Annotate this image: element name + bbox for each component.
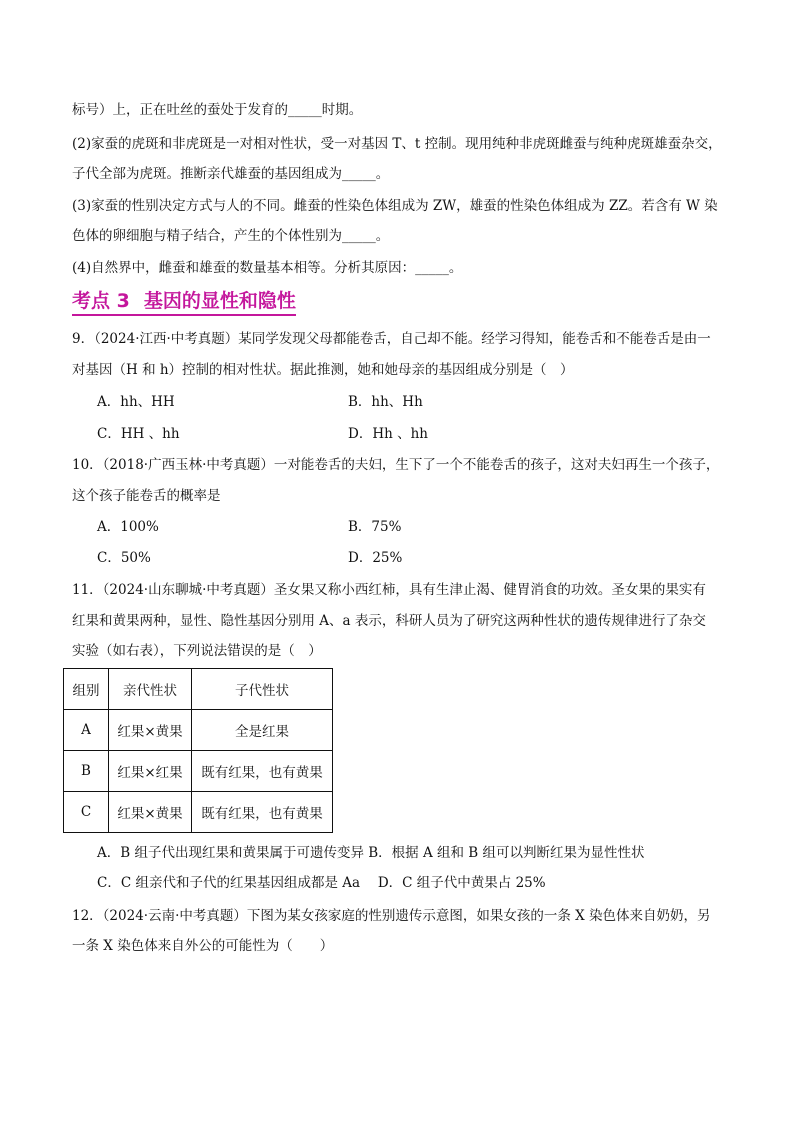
q9-option-c: C．HH 、hh xyxy=(97,426,180,442)
table-cell: 红果×黄果 xyxy=(109,710,192,751)
table-cell: 红果×红果 xyxy=(109,751,192,792)
section-heading xyxy=(72,289,296,316)
q8-text-line: 子代全部为虎斑。推断亲代雄蚕的基因组成为_____。 xyxy=(72,166,390,182)
q10-stem-line: 这个孩子能卷舌的概率是 xyxy=(72,488,221,504)
q9-stem-line: 9．（2024·江西·中考真题）某同学发现父母都能卷舌，自己却不能。经学习得知，能卷舌和不能卷舌是由一 xyxy=(72,331,711,347)
table-cell: 既有红果，也有黄果 xyxy=(192,792,333,833)
q8-text-line: 标号）上，正在吐丝的蚕处于发育的_____时期。 xyxy=(72,102,363,118)
q9-option-b: B．hh、Hh xyxy=(348,394,423,410)
table-header-row xyxy=(64,669,333,710)
q11-stem-line: 实验（如右表），下列说法错误的是（ ） xyxy=(72,643,322,659)
table-header-cell: 亲代性状 xyxy=(109,669,192,710)
table-header-cell: 组别 xyxy=(64,669,109,710)
q10-option-d: D．25% xyxy=(348,550,403,566)
q11-option-line: C．C 组亲代和子代的红果基因组成都是 Aa D．C 组子代中黄果占 25% xyxy=(97,875,546,891)
table-header-cell: 子代性状 xyxy=(192,669,333,710)
q9-stem-line: 对基因（H 和 h）控制的相对性状。据此推测，她和她母亲的基因组成分别是（ ） xyxy=(72,362,574,378)
q8-text-line: 色体的卵细胞与精子结合，产生的个体性别为_____。 xyxy=(72,228,390,244)
q10-option-a: A．100% xyxy=(97,519,159,535)
q11-option-line: A．B 组子代出现红果和黄果属于可遗传变异 B．根据 A 组和 B 组可以判断红果为显性性状 xyxy=(97,845,645,861)
q10-option-b: B．75% xyxy=(348,519,402,535)
q8-text-line: (3)家蚕的性别决定方式与人的不同。雌蚕的性染色体组成为 ZW，雄蚕的性染色体组成为 ZZ。若含有 W 染 xyxy=(72,198,718,214)
table-cell: 红果×黄果 xyxy=(109,792,192,833)
q10-option-c: C．50% xyxy=(97,550,151,566)
section-title: 基因的显性和隐性 xyxy=(143,290,296,312)
table-cell: C xyxy=(64,792,109,833)
table-row xyxy=(64,751,333,792)
section-number: 考点 3 xyxy=(72,290,130,312)
table-row xyxy=(64,792,333,833)
q11-stem-line: 11．（2024·山东聊城·中考真题）圣女果又称小西红柿，具有生津止渴、健胃消食的功效。圣女果的果实有 xyxy=(72,582,706,598)
q8-text-line: (4)自然界中，雌蚕和雄蚕的数量基本相等。分析其原因：_____。 xyxy=(72,260,463,276)
table-cell: A xyxy=(64,710,109,751)
q11-stem-line: 红果和黄果两种，显性、隐性基因分别用 A、a 表示，科研人员为了研究这两种性状的遗传规律进行了杂交 xyxy=(72,613,706,629)
q12-stem-line: 12．（2024·云南·中考真题）下图为某女孩家庭的性别遗传示意图，如果女孩的一条 X 染色体来自奶奶，另 xyxy=(72,908,711,924)
q9-option-a: A．hh、HH xyxy=(97,394,175,410)
q9-option-d: D．Hh 、hh xyxy=(348,426,428,442)
q10-stem-line: 10．（2018·广西玉林·中考真题）一对能卷舌的夫妇，生下了一个不能卷舌的孩子，这对夫妇再生一个孩子， xyxy=(72,457,720,473)
q8-text-line: (2)家蚕的虎斑和非虎斑是一对相对性状，受一对基因 T、t 控制。现用纯种非虎斑雌蚕与纯种虎斑雄蚕杂交， xyxy=(72,136,722,152)
table-cell: 既有红果，也有黄果 xyxy=(192,751,333,792)
table-row xyxy=(64,710,333,751)
table-cell: 全是红果 xyxy=(192,710,333,751)
q11-data-table xyxy=(63,668,333,833)
table-cell: B xyxy=(64,751,109,792)
q12-stem-line: 一条 X 染色体来自外公的可能性为（ ） xyxy=(72,938,334,954)
